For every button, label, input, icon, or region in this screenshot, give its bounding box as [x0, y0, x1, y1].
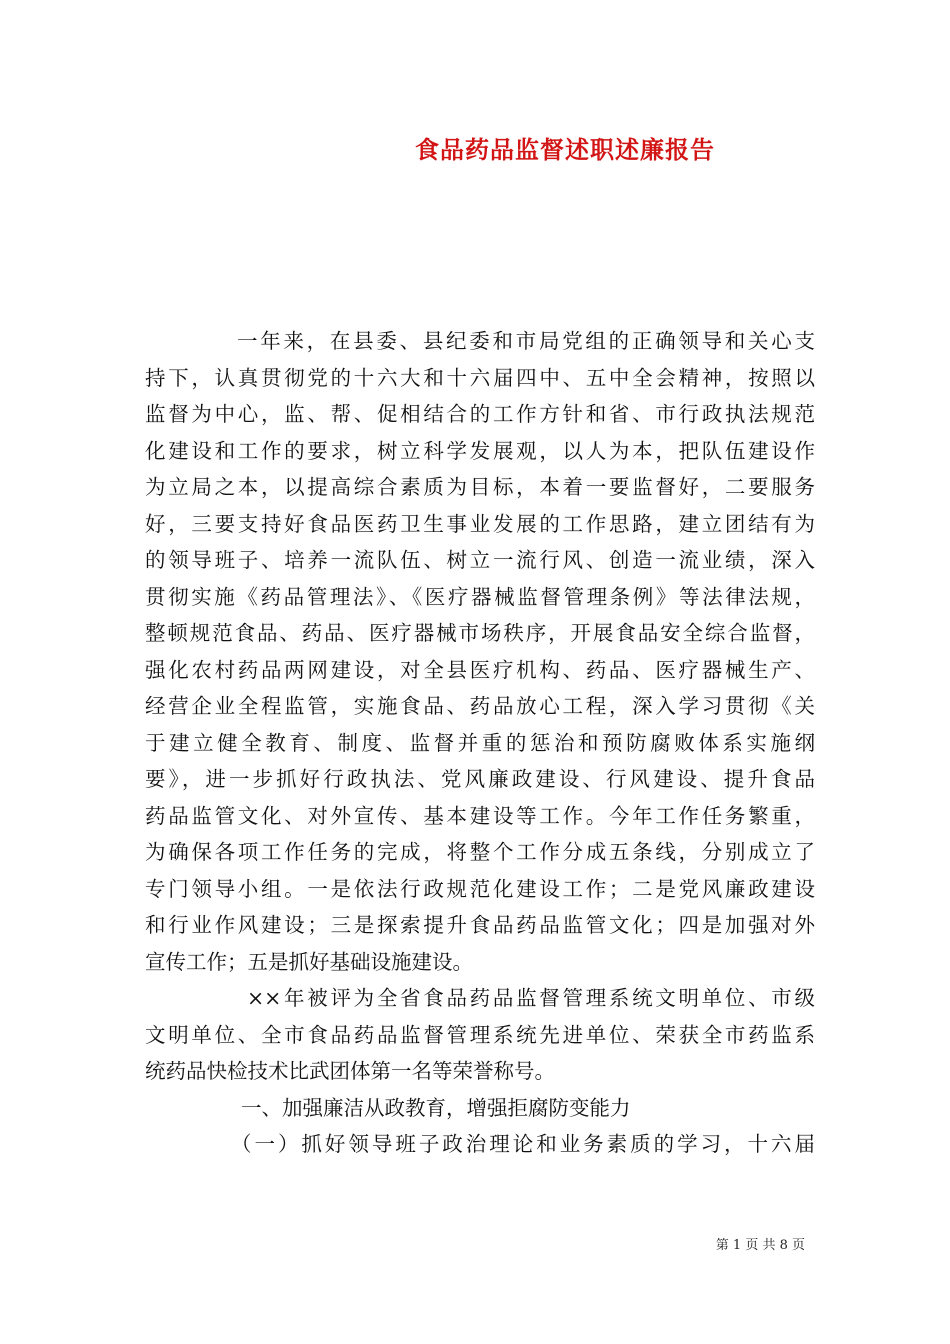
page-number: 第 1 页 共 8 页: [715, 1238, 805, 1253]
paragraph-line: （一）抓好领导班子政治理论和业务素质的学习，十六届: [231, 1132, 815, 1156]
paragraph-line: 药品监管文化、对外宣传、基本建设等工作。今年工作任务繁重，: [145, 803, 815, 828]
document-title: 食品药品监督述职述廉报告: [415, 135, 715, 164]
paragraph-line: 强化农村药品两网建设，对全县医疗机构、药品、医疗器械生产、: [145, 657, 815, 682]
paragraph-line: 贯彻实施《药品管理法》、《医疗器械监督管理条例》等法律法规，: [145, 584, 815, 609]
paragraph-line: 专门领导小组。一是依法行政规范化建设工作；二是党风廉政建设: [145, 876, 815, 901]
paragraph-line: 统药品快检技术比武团体第一名等荣誉称号。: [145, 1059, 555, 1083]
paragraph-line: 好，三要支持好食品医药卫生事业发展的工作思路，建立团结有为: [145, 511, 815, 536]
paragraph-line: 一年来，在县委、县纪委和市局党组的正确领导和关心支: [237, 329, 815, 353]
paragraph-line: 化建设和工作的要求，树立科学发展观，以人为本，把队伍建设作: [145, 438, 815, 463]
paragraph-line: 宣传工作；五是抓好基础设施建设。: [145, 949, 473, 974]
paragraph-line: ××年被评为全省食品药品监督管理系统文明单位、市级: [247, 986, 815, 1010]
paragraph-line: 为立局之本，以提高综合素质为目标，本着一要监督好，二要服务: [145, 475, 815, 499]
paragraph-line: 于建立健全教育、制度、监督并重的惩治和预防腐败体系实施纲: [145, 730, 815, 755]
paragraph-line: 整顿规范食品、药品、医疗器械市场秩序，开展食品安全综合监督，: [145, 621, 815, 645]
paragraph-line: 监督为中心，监、帮、促相结合的工作方针和省、市行政执法规范: [145, 402, 815, 426]
document-body: [145, 323, 815, 1163]
paragraph-line: 为确保各项工作任务的完成，将整个工作分成五条线，分别成立了: [145, 840, 815, 864]
paragraph-line: 持下，认真贯彻党的十六大和十六届四中、五中全会精神，按照以: [145, 365, 815, 390]
paragraph-line: 文明单位、全市食品药品监督管理系统先进单位、荣获全市药监系: [145, 1022, 815, 1047]
paragraph-line: 和行业作风建设；三是探索提升食品药品监管文化；四是加强对外: [145, 913, 815, 937]
paragraph-line: 的领导班子、培养一流队伍、树立一流行风、创造一流业绩，深入: [145, 548, 815, 572]
paragraph-line: 要》，进一步抓好行政执法、党风廉政建设、行风建设、提升食品: [145, 767, 815, 791]
paragraph-line: 经营企业全程监管，实施食品、药品放心工程，深入学习贯彻《关: [145, 694, 815, 718]
section-heading: 一、加强廉洁从政教育，增强拒腐防变能力: [241, 1095, 631, 1120]
